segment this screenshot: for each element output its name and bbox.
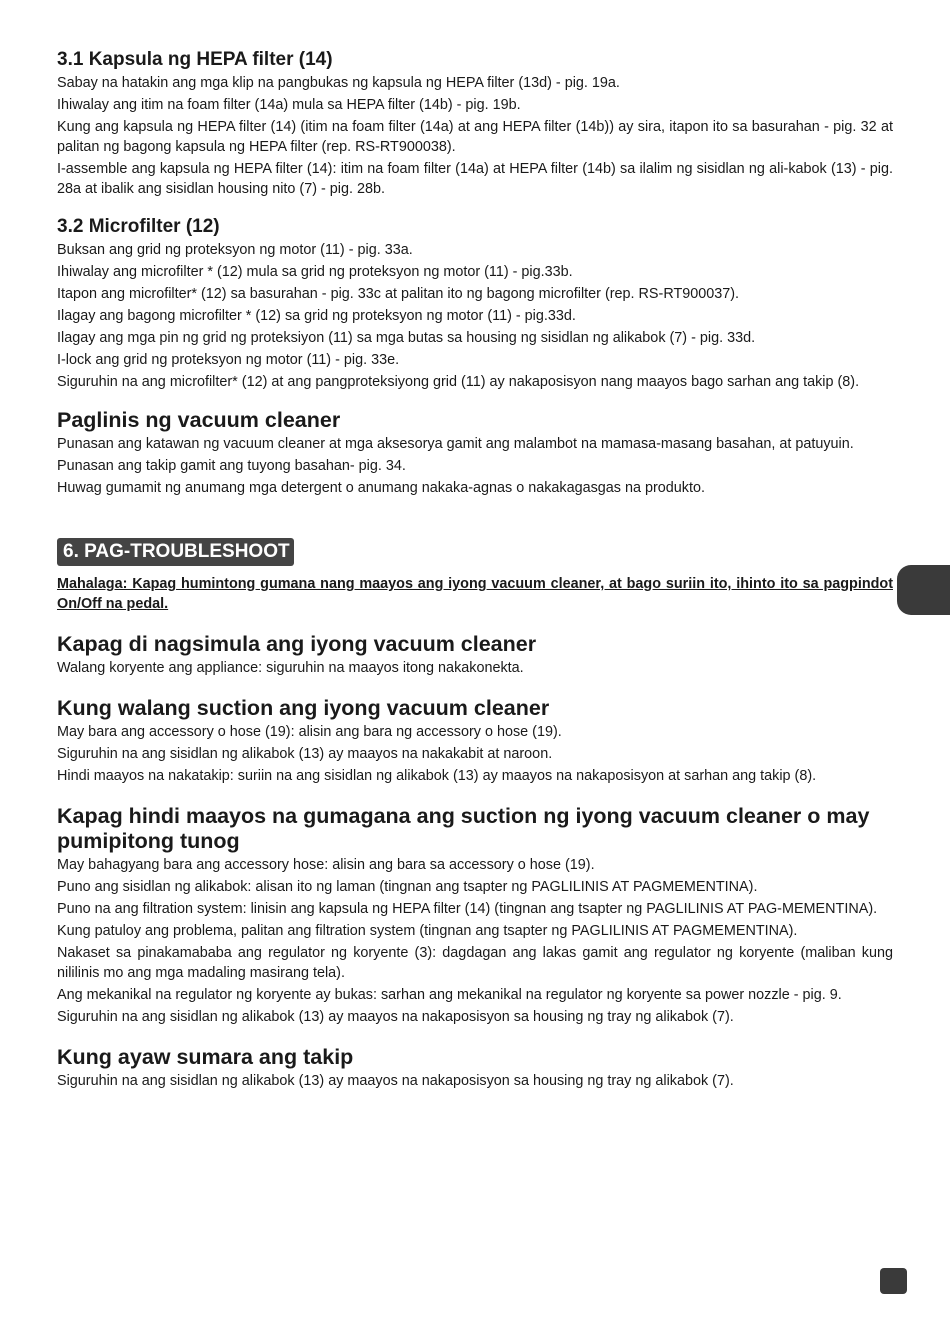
paragraph: Ihiwalay ang itim na foam filter (14a) mula sa HEPA filter (14b) - pig. 19b. <box>57 97 521 113</box>
paragraph: Walang koryente ang appliance: siguruhin na maayos itong nakakonekta. <box>57 660 524 676</box>
paragraph: Sabay na hatakin ang mga klip na pangbukas ng kapsula ng HEPA filter (13d) - pig. 19a. <box>57 75 620 91</box>
section-hepa-filter <box>57 48 893 199</box>
paragraph: Punasan ang katawan ng vacuum cleaner at mga aksesorya gamit ang malambot na mamasa-masang basahan, at patuyuin. <box>57 436 854 452</box>
section-cleaning <box>57 408 893 498</box>
paragraph: Hindi maayos na nakatakip: suriin na ang sisidlan ng alikabok (13) ay maayos na nakaposisyon at sarhan ang takip (8). <box>57 768 817 784</box>
paragraph: May bahagyang bara ang accessory hose: alisin ang bara sa accessory o hose (19). <box>57 857 595 873</box>
section-weak-suction <box>57 804 893 1027</box>
paragraph: Puno ang sisidlan ng alikabok: alisan ito ng laman (tingnan ang tsapter ng PAGLILINIS AT PAGMEMENTINA). <box>57 879 758 895</box>
paragraph: Huwag gumamit ng anumang mga detergent o anumang nakaka-agnas o nakakagasgas na produkto. <box>57 480 706 496</box>
paragraph: I-lock ang grid ng proteksyon ng motor (11) - pig. 33e. <box>57 352 400 368</box>
troubleshoot-badge: 6. PAG-TROUBLESHOOT <box>57 538 294 566</box>
paragraph: Puno na ang filtration system: linisin ang kapsula ng HEPA filter (14) (tingnan ang tsapter ng PAGLILINIS AT PAG-MEMENTINA). <box>57 901 878 917</box>
chapter-tab-marker <box>897 565 950 615</box>
section-heading: 3.1 Kapsula ng HEPA filter (14) <box>57 49 333 70</box>
section-no-suction <box>57 696 893 786</box>
paragraph: Siguruhin na ang sisidlan ng alikabok (13) ay maayos na nakaposisyon sa housing ng tray ng alikabok (7). <box>57 1073 734 1089</box>
section-microfilter <box>57 215 893 392</box>
paragraph: Nakaset sa pinakamababa ang regulator ng koryente (3): dagdagan ang lakas gamit ang regulator ng koryente (maliban kung nililinis mo ang mga madaling masirang tela). <box>57 945 893 981</box>
paragraph: I-assemble ang kapsula ng HEPA filter (14): itim na foam filter (14a) at HEPA filter (14b) sa ilalim ng sisidlan ng ali-kabok (13) - pig. 28a at ibalik ang sisidlan housing nito (7) - pig. 28b. <box>57 161 893 197</box>
paragraph: Punasan ang takip gamit ang tuyong basahan- pig. 34. <box>57 458 406 474</box>
paragraph: May bara ang accessory o hose (19): alisin ang bara ng accessory o hose (19). <box>57 724 562 740</box>
paragraph: Kung patuloy ang problema, palitan ang filtration system (tingnan ang tsapter ng PAGLILINIS AT PAGMEMENTINA). <box>57 923 798 939</box>
document-page <box>57 48 893 1093</box>
section-heading: Paglinis ng vacuum cleaner <box>57 408 341 432</box>
paragraph: Siguruhin na ang microfilter* (12) at ang pangproteksiyong grid (11) ay nakaposisyon nang maayos bago sarhan ang takip (8). <box>57 374 860 390</box>
paragraph: Itapon ang microfilter* (12) sa basurahan - pig. 33c at palitan ito ng bagong microfilter (rep. RS-RT900037). <box>57 286 740 302</box>
paragraph: Ang mekanikal na regulator ng koryente ay bukas: sarhan ang mekanikal na regulator ng koryente sa power nozzle - pig. 9. <box>57 987 842 1003</box>
paragraph: Ilagay ang mga pin ng grid ng proteksiyon (11) sa mga butas sa housing ng sisidlan ng alikabok (7) - pig. 33d. <box>57 330 756 346</box>
important-warning: Mahalaga: Kapag humintong gumana nang maayos ang iyong vacuum cleaner, at bago suriin ito, ihinto ito sa pagpindot On/Off na pedal. <box>57 576 893 612</box>
troubleshoot-badge-row <box>57 538 893 566</box>
paragraph: Siguruhin na ang sisidlan ng alikabok (13) ay maayos na nakakabit at naroon. <box>57 746 553 762</box>
section-lid-not-closing <box>57 1045 893 1091</box>
section-no-start <box>57 632 893 678</box>
paragraph: Ihiwalay ang microfilter * (12) mula sa grid ng proteksyon ng motor (11) - pig.33b. <box>57 264 573 280</box>
section-heading: Kapag di nagsimula ang iyong vacuum cleaner <box>57 632 537 656</box>
page-number-marker <box>880 1268 907 1294</box>
section-heading: 3.2 Microfilter (12) <box>57 216 220 237</box>
paragraph: Siguruhin na ang sisidlan ng alikabok (13) ay maayos na nakaposisyon sa housing ng tray ng alikabok (7). <box>57 1009 734 1025</box>
section-heading: Kung ayaw sumara ang takip <box>57 1045 354 1069</box>
section-heading: Kapag hindi maayos na gumagana ang suction ng iyong vacuum cleaner o may pumipitong tunog <box>57 804 870 853</box>
section-heading: Kung walang suction ang iyong vacuum cleaner <box>57 696 550 720</box>
paragraph: Ilagay ang bagong microfilter * (12) sa grid ng proteksyon ng motor (11) - pig.33d. <box>57 308 576 324</box>
paragraph: Buksan ang grid ng proteksyon ng motor (11) - pig. 33a. <box>57 242 413 258</box>
paragraph: Kung ang kapsula ng HEPA filter (14) (itim na foam filter (14a) at ang HEPA filter (14b)) ay sira, itapon ito sa basurahan - pig. 32 at palitan ng bagong kapsula ng HEPA filter (rep. RS-RT900038). <box>57 119 893 155</box>
